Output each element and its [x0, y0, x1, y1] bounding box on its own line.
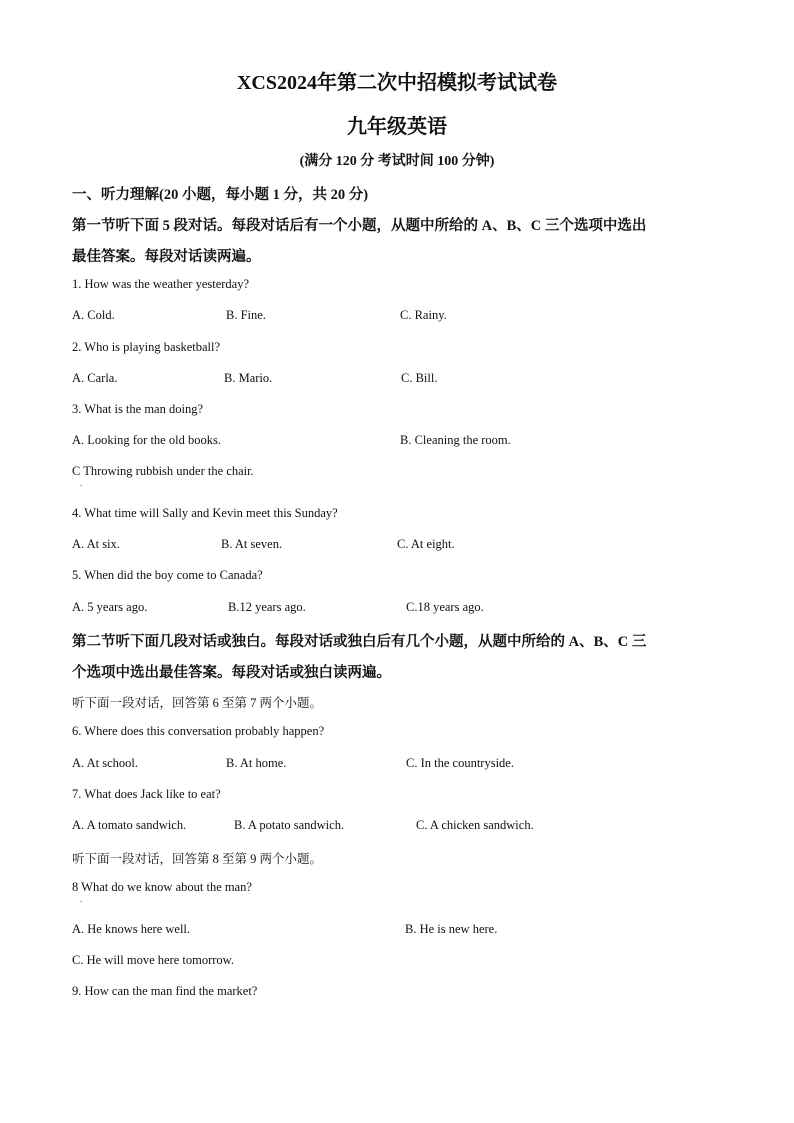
section2-intro-line2: 个选项中选出最佳答案。每段对话或独白读两遍。	[72, 665, 391, 681]
question-4: 4. What time will Sally and Kevin meet this Sunday?	[72, 506, 338, 520]
q2-option-b: B. Mario.	[224, 371, 273, 385]
question-8: 8 What do we know about the man?	[72, 880, 252, 894]
stray-dot-mark: .	[80, 895, 82, 904]
q6-option-c: C. In the countryside.	[406, 756, 514, 770]
q6-option-b: B. At home.	[226, 756, 287, 770]
q8-option-c: C. He will move here tomorrow.	[72, 953, 234, 967]
section2-intro-line1: 第二节听下面几段对话或独白。每段对话或独白后有几个小题，从题中所给的 A、B、C 三	[72, 634, 647, 650]
stray-dot-mark: .	[80, 479, 82, 488]
q4-option-b: B. At seven.	[221, 537, 283, 551]
exam-title: XCS2024年第二次中招模拟考试试卷	[236, 72, 557, 94]
section1-intro-line2: 最佳答案。每段对话读两遍。	[72, 249, 261, 265]
part1-heading: 一、听力理解(20 小题，每小题 1 分，共 20 分)	[72, 187, 369, 203]
group2-intro: 听下面一段对话，回答第 8 至第 9 两个小题。	[72, 852, 323, 866]
question-2: 2. Who is playing basketball?	[72, 340, 221, 354]
question-5: 5. When did the boy come to Canada?	[72, 568, 263, 582]
q5-option-c: C.18 years ago.	[406, 600, 484, 614]
q3-option-c: C Throwing rubbish under the chair.	[72, 464, 254, 478]
q8-option-a: A. He knows here well.	[72, 922, 191, 936]
question-6: 6. Where does this conversation probably happen?	[72, 724, 325, 738]
q5-option-a: A. 5 years ago.	[72, 600, 148, 614]
q4-option-c: C. At eight.	[397, 537, 455, 551]
q2-option-a: A. Carla.	[72, 371, 118, 385]
exam-subject: 九年级英语	[347, 116, 447, 138]
q7-option-c: C. A chicken sandwich.	[416, 818, 534, 832]
q7-option-a: A. A tomato sandwich.	[72, 818, 187, 832]
q5-option-b: B.12 years ago.	[228, 600, 306, 614]
q4-option-a: A. At six.	[72, 537, 120, 551]
q8-option-b: B. He is new here.	[405, 922, 498, 936]
group1-intro: 听下面一段对话，回答第 6 至第 7 两个小题。	[72, 696, 323, 710]
q6-option-a: A. At school.	[72, 756, 138, 770]
question-7: 7. What does Jack like to eat?	[72, 787, 221, 801]
q3-option-b: B. Cleaning the room.	[400, 433, 511, 447]
q2-option-c: C. Bill.	[401, 371, 438, 385]
question-3: 3. What is the man doing?	[72, 402, 203, 416]
q1-option-c: C. Rainy.	[400, 308, 447, 322]
q1-option-a: A. Cold.	[72, 308, 115, 322]
q3-option-a: A. Looking for the old books.	[72, 433, 221, 447]
exam-info: (满分 120 分 考试时间 100 分钟)	[299, 154, 495, 169]
question-9: 9. How can the man find the market?	[72, 984, 258, 998]
question-1: 1. How was the weather yesterday?	[72, 277, 250, 291]
q1-option-b: B. Fine.	[226, 308, 266, 322]
q7-option-b: B. A potato sandwich.	[234, 818, 345, 832]
section1-intro-line1: 第一节听下面 5 段对话。每段对话后有一个小题，从题中所给的 A、B、C 三个选项中选出	[72, 218, 647, 234]
